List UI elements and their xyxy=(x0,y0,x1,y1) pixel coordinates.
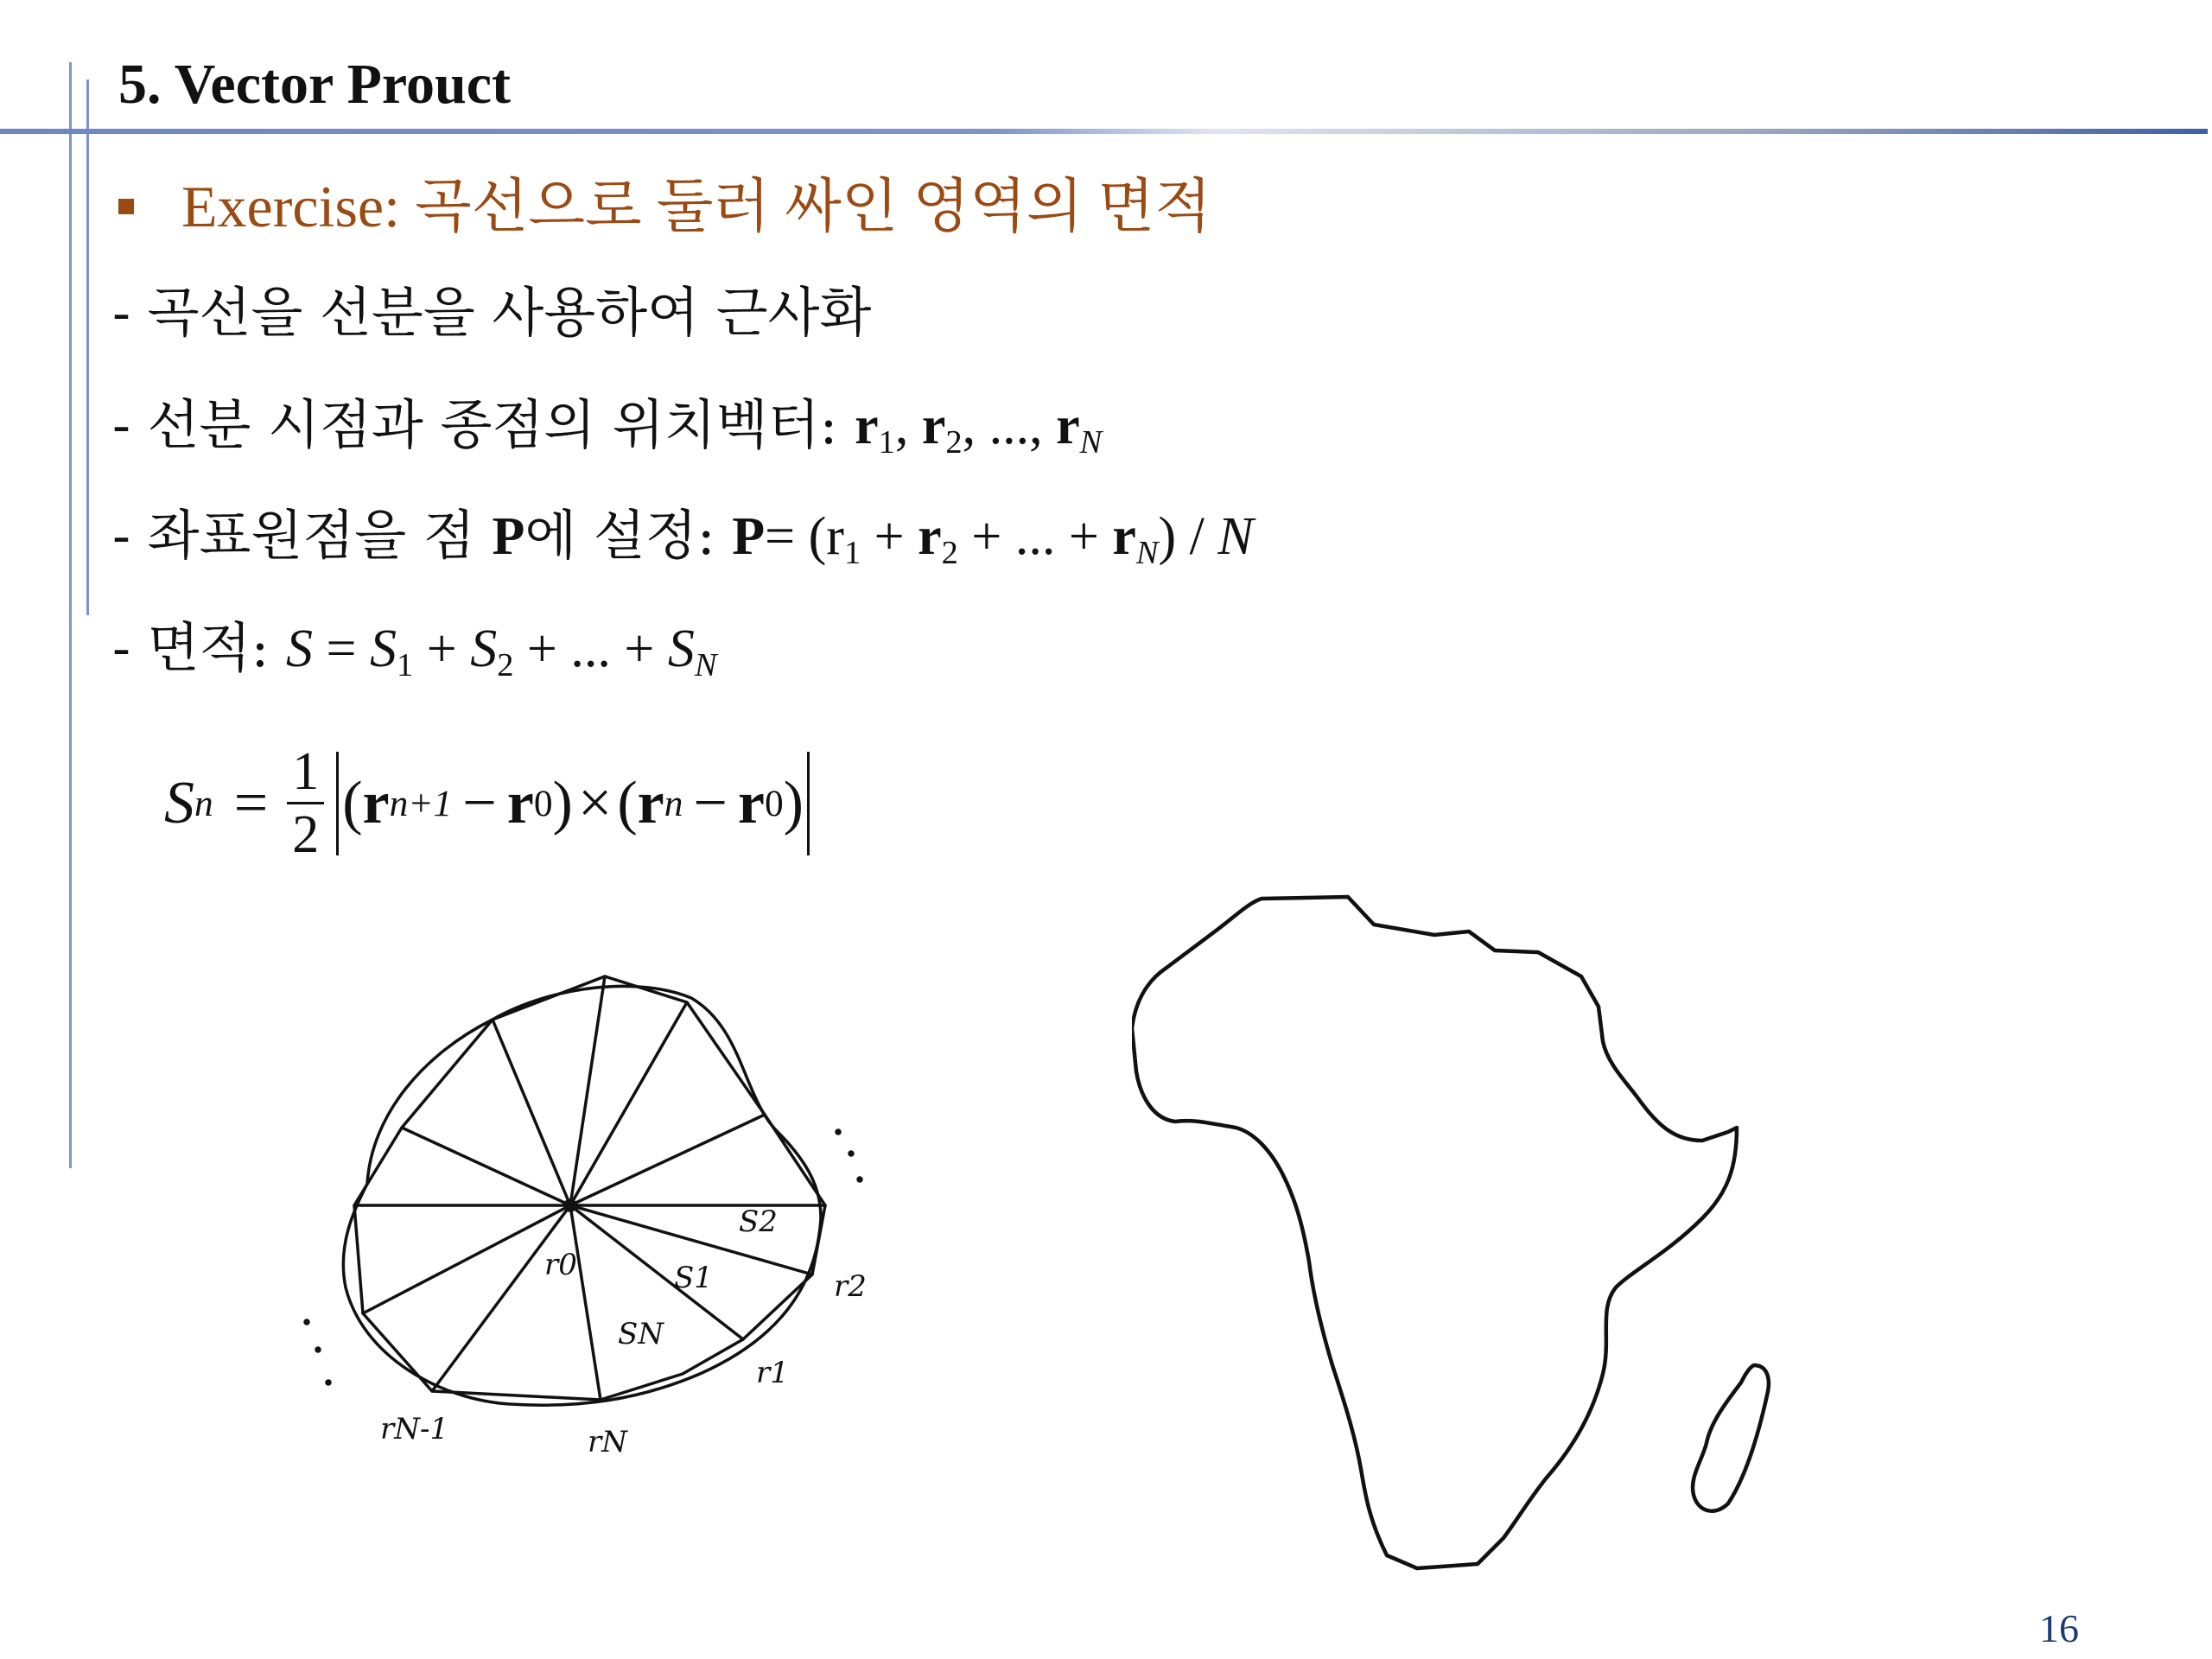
title-underline-rule xyxy=(0,129,2208,134)
subscript: 2 xyxy=(497,646,514,683)
subscript: 1 xyxy=(843,534,861,571)
cross-sign: × xyxy=(577,769,613,836)
minus-sign: − xyxy=(693,769,728,836)
line-text: - 좌표원점을 점 xyxy=(112,504,493,567)
vector-r: r xyxy=(918,507,942,566)
slide-title: 5. Vector Prouct xyxy=(118,53,511,116)
separator: , ..., xyxy=(962,397,1057,455)
operator: + ... xyxy=(513,620,625,678)
origin-dot xyxy=(565,1200,575,1211)
vector-r: r xyxy=(506,769,534,836)
line-origin-at-P xyxy=(112,501,1254,571)
ellipsis-dot xyxy=(836,1130,840,1134)
line-area-sum xyxy=(112,613,717,683)
symbol-S: S xyxy=(286,620,314,678)
vector-r: r xyxy=(737,769,765,836)
label-rN-1: rN-1 xyxy=(380,1412,449,1446)
label-r0: r0 xyxy=(544,1248,577,1282)
ellipsis-dot xyxy=(858,1178,861,1181)
subscript: N xyxy=(1079,423,1103,461)
label-r2: r2 xyxy=(834,1269,867,1304)
symbol-S: S xyxy=(667,620,695,678)
symbol-S: S xyxy=(164,769,194,836)
subscript: N xyxy=(694,646,717,683)
subscript: 2 xyxy=(945,423,963,461)
line-text: 에 설정: xyxy=(524,504,733,567)
line-position-vectors xyxy=(112,391,1102,461)
africa-outline-map xyxy=(1132,881,1806,1590)
symbol-S: S xyxy=(370,620,397,678)
closed-curve xyxy=(343,986,821,1405)
operator: + xyxy=(1068,507,1113,566)
exercise-bullet xyxy=(118,169,1211,244)
fraction-denominator: 2 xyxy=(292,805,320,864)
subscript: 2 xyxy=(941,534,958,571)
label-s2: S2 xyxy=(739,1205,778,1239)
label-r1: r1 xyxy=(756,1356,789,1390)
subscript: N xyxy=(1135,534,1159,571)
line-text: - 곡선을 선분을 사용하여 근사화 xyxy=(112,281,872,344)
operator: = xyxy=(313,620,371,678)
separator: , xyxy=(894,397,922,455)
symbol-S: S xyxy=(470,620,498,678)
ellipsis-dot xyxy=(305,1320,308,1324)
line-text: - 선분 시점과 종점의 위치벡터: xyxy=(112,393,855,456)
abs-bar-right xyxy=(807,752,810,855)
decorative-vertical-rule xyxy=(69,62,72,1168)
paren: ) xyxy=(552,769,573,836)
decorative-vertical-rule-short xyxy=(86,79,89,615)
exercise-heading: Exercise: 곡선으로 둘러 싸인 영역의 면적 xyxy=(181,174,1211,239)
fraction-numerator: 1 xyxy=(287,741,324,804)
operator: + xyxy=(624,620,668,678)
vector-r: r xyxy=(921,397,946,455)
vector-r: r xyxy=(1056,397,1080,455)
square-bullet-icon xyxy=(118,199,134,214)
paren: ( xyxy=(617,769,638,836)
line-text: - 면적: xyxy=(112,616,287,679)
ellipsis-dot xyxy=(327,1381,330,1384)
vector-r: r xyxy=(855,397,879,455)
subscript: 1 xyxy=(397,646,414,683)
fraction-half xyxy=(287,741,324,865)
symbol-N: N xyxy=(1217,507,1254,566)
polygon-approximation-sketch xyxy=(294,959,899,1478)
equals-sign: = xyxy=(233,769,269,836)
subscript: 1 xyxy=(878,423,895,461)
equation-part: = (r xyxy=(765,507,844,566)
point-P: P xyxy=(732,507,766,566)
paren: ( xyxy=(342,769,363,836)
line-approximate-curve xyxy=(112,278,871,347)
abs-bar-left xyxy=(336,752,339,855)
operator: + ... xyxy=(957,507,1069,566)
paren: ) xyxy=(783,769,804,836)
ellipsis-dot xyxy=(316,1348,320,1351)
africa-continent-outline xyxy=(1132,897,1737,1568)
area-formula: S n = $\frac{1}{2}$ ( r n+1 − r 0 ) × ( r n − r 0 ) xyxy=(164,741,813,865)
label-sN: SN xyxy=(618,1317,664,1351)
label-s1: S1 xyxy=(674,1261,713,1295)
madagascar-outline xyxy=(1693,1365,1769,1511)
label-rN: rN xyxy=(588,1425,628,1459)
point-P: P xyxy=(492,507,525,566)
equation-part: ) / xyxy=(1158,507,1218,566)
page-number: 16 xyxy=(2039,1606,2079,1650)
operator: + xyxy=(861,507,918,566)
vector-r: r xyxy=(637,769,664,836)
minus-sign: − xyxy=(462,769,497,836)
ellipsis-dot xyxy=(849,1152,853,1155)
spokes xyxy=(354,976,825,1400)
vector-r: r xyxy=(1112,507,1136,566)
vector-r: r xyxy=(362,769,390,836)
operator: + xyxy=(413,620,471,678)
